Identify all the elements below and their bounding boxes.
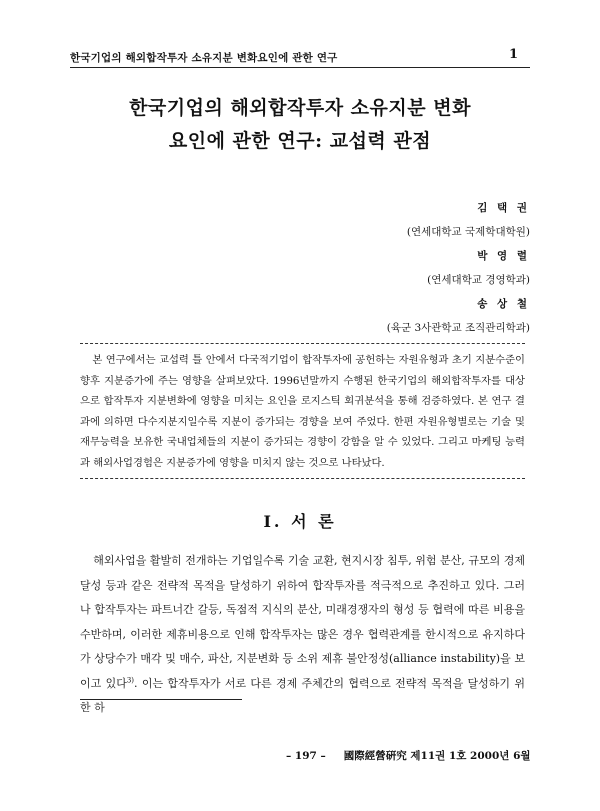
author-affiliation: (연세대학교 경영학과): [427, 274, 530, 286]
author-affiliation: (연세대학교 국제학대학원): [406, 226, 530, 238]
author-name: 송 상 철: [477, 298, 530, 310]
footer-journal: 國際經營硏究: [343, 750, 407, 762]
title-line-2: 요인에 관한 연구: 교섭력 관점: [168, 130, 432, 152]
footer-volume: 제11권 1호 2000년 6월: [410, 750, 531, 762]
body-text: 해외사업을 활발히 전개하는 기업일수록 기술 교환, 현지시장 침투, 위험 분산, 규모의 경제달성 등과 같은 전략적 목적을 달성하기 위하여 합작투자를 적극적으로 추진하고 있다. 그러나 합작투자는 파트너간 갈등, 독점적 지식의 분산, 미래경쟁자의 형성 등 협력에 따른 비용을 수반하며, 이러한 제휴비용으로 인해 합작투자는 많은 경우 협력관계를 한시적으로 유지하다가 상당수가 매각 및 매수, 파산, 지분변화 등 소위 제휴 불안정성(alliance instability)을 보이고 있다: [80, 554, 525, 690]
paper-title: [60, 92, 540, 158]
footnote-rule: [80, 699, 242, 700]
section-heading: I. 서 론: [263, 512, 337, 531]
abstract-bottom-divider: [80, 478, 525, 479]
title-line-1: 한국기업의 해외합작투자 소유지분 변화: [129, 97, 471, 119]
running-header: 한국기업의 해외합작투자 소유지분 변화요인에 관한 연구: [70, 52, 338, 64]
abstract: 본 연구에서는 교섭력 틀 안에서 다국적기업이 합작투자에 공헌하는 자원유형과 초기 지분수준이 향후 지분증가에 주는 영향을 살펴보았다. 1996년말까지 수행된 한국기업의 해외합작투자를 대상으로 합작투자 지분변화에 영향을 미치는 요인을 로지스틱 회귀분석을 통해 검증하였다. 본 연구 결과에 의하면 다수지분지일수록 지분이 증가되는 경향을 보여 주었다. 한편 자원유형별로는 기술 및 재무능력을 보유한 국내업체들의 지분이 증가되는 경향이 강함을 알 수 있었다. 그리고 마케팅 능력과 해외사업경험은 지분증가에 영향을 미치지 않는 것으로 나타났다.: [80, 354, 525, 469]
body-text-cont: . 이는 합작투자가 서로 다른 경제 주체간의 협력으로 전략적 목적을 달성하기 위한 하: [80, 676, 525, 714]
author-name: 김 택 권: [477, 202, 530, 214]
footer-page: – 197 –: [286, 750, 326, 762]
page-number: 1: [509, 47, 519, 62]
abstract-top-divider: [80, 343, 525, 344]
author-name: 박 영 렬: [477, 250, 530, 262]
author-block: [230, 196, 530, 340]
footnote-ref: 3): [126, 675, 135, 684]
header-rule: [70, 67, 530, 68]
body-paragraph: [80, 549, 525, 721]
author-affiliation: (육군 3사관학교 조직관리학과): [386, 322, 530, 334]
page-footer: [286, 748, 531, 763]
